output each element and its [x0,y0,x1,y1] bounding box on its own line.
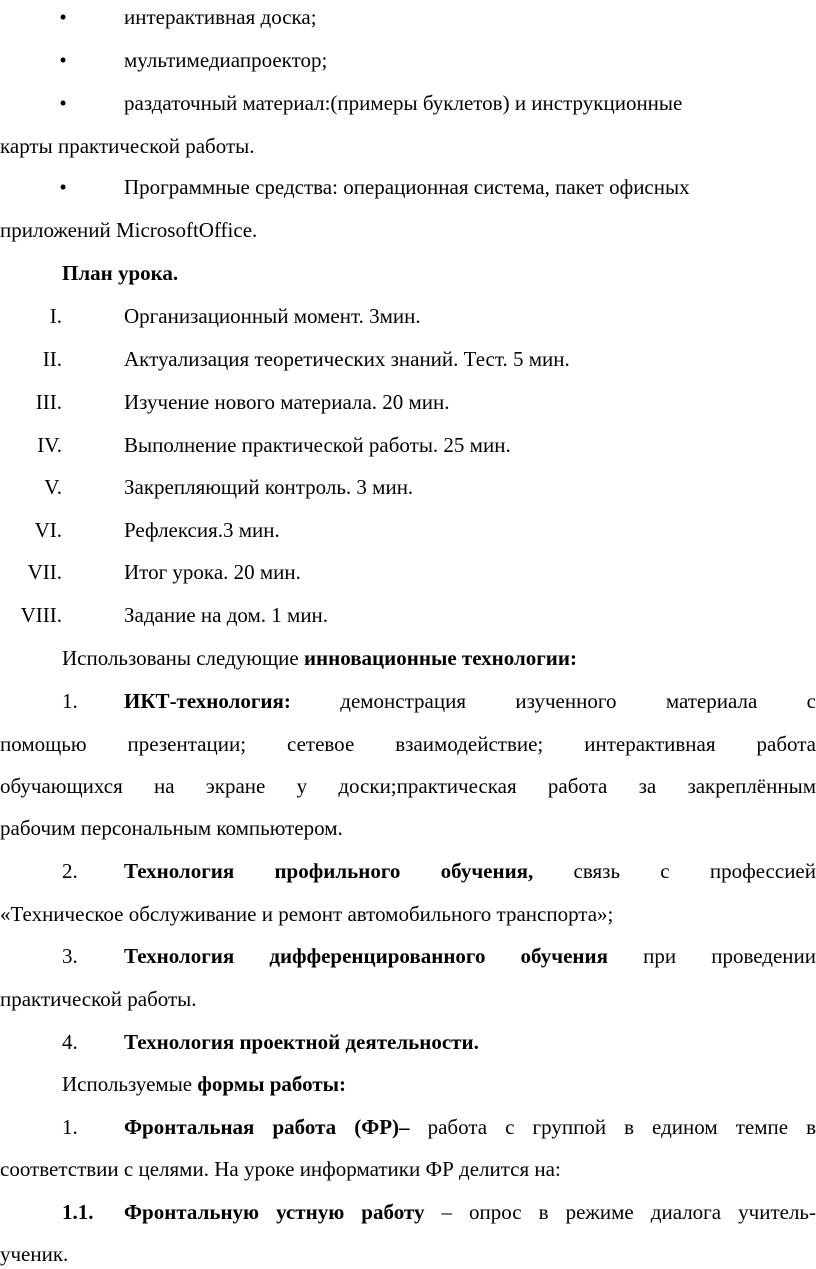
bullet-marker: • [59,175,67,199]
bullet-marker: • [59,91,67,115]
tech-item-profile: Технология профильного обучения, связь с профессией [124,859,816,883]
bullet-marker: • [59,5,67,29]
plan-number: VIII. [20,603,62,627]
plan-item: Изучение нового материала. 20 мин. [124,390,450,414]
forms-intro: Используемые формы работы: [62,1072,347,1096]
form-item-frontal: Фронтальная работа (ФР)– работа с группой в едином темпе в [124,1115,816,1139]
form-number: 1.1. [62,1200,94,1224]
tech-item-differentiated: Технология дифференцированного обучения при проведении [124,944,816,968]
plan-item: Организационный момент. 3мин. [124,304,421,328]
tech-number: 3. [62,944,78,968]
equipment-item-continuation: карты практической работы. [0,134,255,158]
tech-item-profile-line: «Техническое обслуживание и ремонт автомобильного транспорта»; [0,902,614,926]
tech-item-ikt: ИКТ-технология: демонстрация изученного материала с [124,689,816,713]
form-item-frontal-line: соответствии с целями. На уроке информатики ФР делится на: [0,1157,561,1181]
bullet-marker: • [59,48,67,72]
tech-number: 2. [62,859,78,883]
tech-item-ikt-line: рабочим персональным компьютером. [0,816,343,840]
plan-item: Рефлексия.3 мин. [124,518,280,542]
tech-item-project: Технология проектной деятельности. [124,1030,479,1054]
tech-number: 1. [62,689,78,713]
plan-item: Задание на дом. 1 мин. [124,603,329,627]
tech-number: 4. [62,1030,78,1054]
tech-item-ikt-line: помощью презентации; сетевое взаимодействие; интерактивная работа [0,732,816,756]
technologies-intro: Использованы следующие инновационные технологии: [62,646,577,670]
equipment-item: Программные средства: операционная система, пакет офисных [124,175,690,199]
equipment-item: раздаточный материал:(примеры буклетов) и инструкционные [124,91,683,115]
plan-item: Закрепляющий контроль. 3 мин. [124,475,414,499]
plan-number: IV. [37,433,62,457]
form-item-frontal-oral: Фронтальную устную работу – опрос в режиме диалога учитель- [124,1200,816,1224]
equipment-item: мультимедиапроектор; [124,48,328,72]
plan-number: VI. [34,518,62,542]
plan-number: V. [44,475,62,499]
plan-number: II. [42,347,62,371]
plan-number: VII. [27,560,62,584]
form-number: 1. [62,1115,78,1139]
plan-number: III. [35,390,62,414]
tech-item-ikt-line: обучающихся на экране у доски;практическая работа за закреплённым [0,774,816,798]
plan-item: Выполнение практической работы. 25 мин. [124,433,511,457]
plan-item: Итог урока. 20 мин. [124,560,301,584]
tech-item-differentiated-line: практической работы. [0,987,197,1011]
plan-heading: План урока. [62,261,179,285]
equipment-item-continuation: приложений MicrosoftOffice. [0,218,258,242]
plan-number: I. [49,304,62,328]
form-item-frontal-oral-line: ученик. [0,1242,69,1266]
equipment-item: интерактивная доска; [124,5,317,29]
technologies-intro-bold: инновационные технологии: [303,646,577,670]
plan-item: Актуализация теоретических знаний. Тест. 5 мин. [124,347,570,371]
forms-intro-bold: формы работы: [197,1072,347,1096]
